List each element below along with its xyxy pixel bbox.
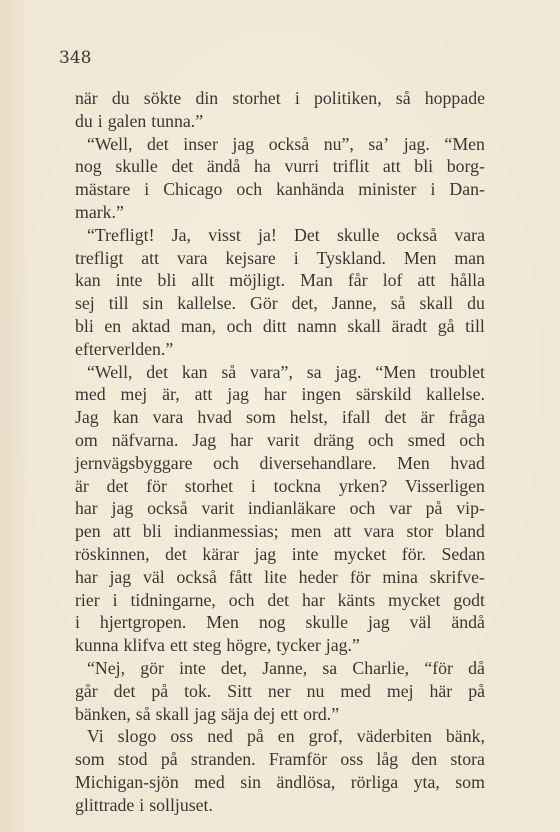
word: vurri: [284, 156, 320, 177]
word: så: [395, 88, 411, 108]
word: är,: [162, 384, 180, 405]
word: heder: [298, 566, 339, 587]
text-line: [75, 794, 485, 817]
text-line: [75, 634, 485, 657]
text-line: [75, 452, 485, 475]
word: hoppade: [424, 88, 485, 108]
word: visst: [208, 224, 241, 245]
word: mej: [386, 680, 414, 701]
word: Jag: [192, 429, 217, 450]
text-line: [75, 269, 485, 292]
text-line: [75, 429, 485, 452]
word: fått: [228, 566, 253, 587]
word: ändå: [206, 156, 241, 177]
word: det,: [220, 657, 248, 678]
word: om: [75, 429, 98, 450]
word: skall: [155, 703, 190, 724]
word: din: [195, 88, 219, 108]
word: som: [455, 771, 485, 792]
text-line: [75, 338, 485, 361]
word: och: [367, 429, 394, 450]
word: jag.: [335, 361, 362, 382]
word: vara”,: [249, 361, 293, 382]
word: lite: [264, 566, 287, 587]
word: är: [420, 407, 435, 428]
word: oss: [170, 726, 194, 747]
word: var: [389, 498, 412, 519]
word: stor: [406, 521, 434, 542]
word: jag: [232, 133, 255, 154]
text-line: [75, 87, 485, 110]
word: storhet: [232, 88, 281, 108]
word: mästare: [75, 179, 131, 200]
word: möjligt.: [229, 270, 286, 291]
word: och: [213, 452, 239, 473]
word: dej: [253, 703, 276, 724]
word: helst,: [289, 407, 328, 428]
word: det: [113, 680, 136, 701]
word: näfvarna.: [111, 429, 179, 450]
word: bänken,: [75, 703, 131, 724]
word: “för: [424, 657, 453, 678]
word: nog: [258, 612, 286, 633]
word: väl: [409, 612, 432, 633]
word: lof: [382, 270, 403, 291]
word: på: [246, 726, 264, 747]
word: sökte: [143, 88, 182, 108]
word: minister: [358, 179, 417, 200]
word: Michigan-sjön: [75, 771, 179, 792]
word: också: [396, 224, 438, 245]
word: tycker: [276, 635, 321, 656]
word: för: [146, 475, 167, 496]
text-line: [75, 247, 485, 270]
word: sej: [75, 293, 95, 314]
word: att: [194, 384, 213, 405]
word: i: [75, 612, 80, 633]
word: Tyskland.: [316, 247, 386, 268]
word: Chicago: [163, 179, 223, 200]
word: ingen: [301, 384, 342, 405]
word: ändlösa,: [276, 771, 336, 792]
word: pen: [75, 521, 101, 542]
word: särskild: [355, 384, 412, 405]
text-line: [75, 520, 485, 543]
word: troublet: [429, 361, 485, 382]
word: och: [459, 429, 485, 450]
word: och: [226, 315, 253, 336]
word: vip-: [456, 498, 485, 519]
word: Jag: [75, 407, 99, 428]
word: jag.: [403, 133, 430, 154]
word: indianmessias;: [173, 521, 279, 542]
word: yta,: [413, 771, 440, 792]
word: har: [302, 589, 325, 610]
word: skall: [419, 293, 454, 314]
word: men: [290, 521, 322, 542]
word: kallelse.: [177, 293, 237, 314]
word: låg: [376, 749, 399, 770]
word: på: [160, 749, 178, 770]
text-line: [75, 133, 485, 156]
word: triflit: [332, 156, 370, 177]
word: jag: [227, 384, 249, 405]
word: som: [246, 407, 276, 428]
word: det: [267, 589, 290, 610]
word: har: [230, 429, 253, 450]
text-line: [75, 178, 485, 201]
word: Dan-: [449, 179, 485, 200]
word: skulle: [115, 156, 158, 177]
word: till: [465, 315, 485, 336]
word: skulle: [305, 612, 348, 633]
word: ifall: [341, 407, 371, 428]
word: ner: [267, 680, 291, 701]
word: det: [165, 543, 187, 564]
word: när: [75, 88, 98, 108]
word: här: [429, 680, 453, 701]
word: ned: [207, 726, 233, 747]
word: inte: [115, 270, 143, 291]
word: man: [454, 247, 485, 268]
word: tidningarne,: [130, 589, 216, 610]
word: smed: [407, 429, 446, 450]
text-line: [75, 383, 485, 406]
word: Janne,: [262, 657, 308, 678]
word: jag: [109, 566, 132, 587]
word: kan: [75, 270, 101, 291]
word: bli: [157, 270, 177, 291]
word: har: [75, 566, 98, 587]
word: politiken,: [313, 88, 382, 108]
word: kanhända: [276, 179, 345, 200]
word: vara: [363, 521, 395, 542]
word: kärar: [202, 543, 239, 564]
word: i: [250, 475, 256, 496]
word: yrken?: [338, 475, 388, 496]
word: sa: [306, 361, 322, 382]
word: godt: [453, 589, 485, 610]
word: kan: [181, 361, 208, 382]
word: bli: [75, 315, 94, 336]
text-line: [75, 497, 485, 520]
word: vara: [176, 247, 208, 268]
word: mycket: [388, 589, 441, 610]
word: bänk,: [445, 726, 485, 747]
text-line: [75, 566, 485, 589]
word: ditt: [262, 315, 287, 336]
word: Sedan: [441, 543, 485, 564]
word: rier: [75, 589, 100, 610]
word: jag.”: [325, 635, 360, 656]
word: tunna.”: [151, 110, 204, 131]
word: efterverlden.”: [75, 338, 174, 359]
word: Men: [403, 247, 437, 268]
word: också: [268, 133, 310, 154]
word: kejsare: [225, 247, 276, 268]
word: Janne,: [331, 293, 377, 314]
word: ja!: [258, 224, 277, 245]
word: hålla: [450, 270, 485, 291]
word: hjertgropen.: [99, 612, 187, 633]
word: i: [144, 179, 150, 200]
word: på: [151, 680, 169, 701]
word: man,: [180, 315, 216, 336]
word: på: [468, 680, 485, 701]
word: diversehandlare.: [259, 452, 377, 473]
word: inser: [183, 133, 218, 154]
text-line: [75, 611, 485, 634]
text-line: [75, 155, 485, 178]
text-line: [75, 680, 485, 703]
word: sin: [142, 293, 164, 314]
word: det: [106, 475, 129, 496]
text-line: [75, 406, 485, 429]
word: högre,: [226, 635, 272, 656]
word: vara: [454, 224, 485, 245]
word: sin: [240, 771, 262, 792]
word: tockna: [273, 475, 322, 496]
word: det: [384, 407, 407, 428]
word: väderbiten: [356, 726, 432, 747]
word: det: [146, 361, 169, 382]
text-line: [75, 110, 485, 133]
word: jag: [254, 543, 277, 564]
word: går: [75, 680, 98, 701]
text-line: [75, 315, 485, 338]
word: kan: [112, 407, 139, 428]
word: en: [104, 315, 122, 336]
word: så: [221, 361, 237, 382]
word: gör: [140, 657, 164, 678]
word: i: [294, 88, 300, 108]
page-number: 348: [59, 48, 92, 68]
text-line: [75, 475, 485, 498]
word: ett: [169, 635, 188, 656]
word: Gör: [250, 293, 278, 314]
body-text: [75, 87, 485, 817]
word: skall: [347, 315, 381, 336]
word: “Trefligt!: [87, 224, 155, 245]
word: det,: [291, 293, 318, 314]
word: nog: [75, 156, 102, 177]
word: sa: [322, 657, 338, 678]
word: den: [411, 749, 438, 770]
word: dräng: [313, 429, 354, 450]
word: Sitt: [227, 680, 252, 701]
word: för: [349, 566, 371, 587]
word: Men: [206, 612, 239, 633]
word: att: [112, 521, 131, 542]
word: med: [75, 384, 106, 405]
word: galen: [107, 110, 147, 131]
text-line: [75, 771, 485, 794]
word: inte: [179, 657, 206, 678]
word: varit: [201, 498, 235, 519]
word: mina: [382, 566, 418, 587]
word: oss: [340, 749, 364, 770]
word: storhet: [184, 475, 234, 496]
word: skrifve-: [429, 566, 485, 587]
word: och: [236, 179, 263, 200]
word: steg: [192, 635, 222, 656]
word: “Well,: [87, 361, 133, 382]
word: ha: [254, 156, 271, 177]
word: stora: [450, 749, 485, 770]
word: väl: [142, 566, 165, 587]
word: grof,: [308, 726, 343, 747]
word: Visserligen: [405, 475, 485, 496]
word: stranden.: [190, 749, 256, 770]
word: som: [75, 749, 105, 770]
word: kallelse.: [426, 384, 485, 405]
word: jag: [111, 498, 134, 519]
word: hvad: [197, 407, 232, 428]
word: i: [430, 179, 436, 200]
word: till: [108, 293, 129, 314]
word: mej: [120, 384, 148, 405]
text-line: [75, 201, 485, 224]
word: gå: [437, 315, 455, 336]
text-line: [75, 224, 485, 247]
word: trefligt: [75, 247, 124, 268]
word: Men: [397, 452, 430, 473]
text-line: [75, 361, 485, 384]
word: och: [228, 589, 255, 610]
word: i: [97, 110, 103, 131]
word: “Nej,: [87, 657, 126, 678]
word: säja: [220, 703, 249, 724]
word: så: [390, 293, 406, 314]
word: med: [340, 680, 371, 701]
word: i: [293, 247, 299, 268]
word: du: [467, 293, 485, 314]
word: stod: [117, 749, 148, 770]
word: att: [333, 521, 352, 542]
word: du: [111, 88, 130, 108]
word: också: [147, 498, 188, 519]
word: på: [425, 498, 443, 519]
word: klifva: [123, 635, 165, 656]
word: Man: [300, 270, 333, 291]
word: rörliga: [350, 771, 399, 792]
word: skulle: [336, 224, 380, 245]
word: slogo: [117, 726, 157, 747]
word: borg-: [446, 156, 485, 177]
text-line: [75, 589, 485, 612]
word: och: [349, 498, 376, 519]
word: varit: [266, 429, 300, 450]
word: äradt: [391, 315, 428, 336]
word: har: [75, 498, 98, 519]
word: har: [263, 384, 287, 405]
word: ord.”: [303, 703, 340, 724]
word: hvad: [450, 452, 485, 473]
word: Ja,: [171, 224, 191, 245]
word: ändå: [451, 612, 485, 633]
word: sa’: [368, 133, 390, 154]
text-line: [75, 703, 485, 726]
word: du: [75, 110, 93, 131]
word: jag: [367, 612, 390, 633]
word: i: [139, 794, 145, 815]
word: “Men: [375, 361, 416, 382]
word: bland: [445, 521, 485, 542]
word: det: [171, 156, 194, 177]
word: namn: [297, 315, 337, 336]
word: i: [112, 589, 118, 610]
word: mark.”: [75, 201, 124, 222]
word: jag: [194, 703, 216, 724]
word: mycket: [333, 543, 387, 564]
word: ett: [280, 703, 299, 724]
text-line: [75, 748, 485, 771]
word: Framför: [268, 749, 328, 770]
word: fråga: [448, 407, 485, 428]
word: bli: [414, 156, 434, 177]
text-line: [75, 725, 485, 748]
word: nu”,: [323, 133, 354, 154]
word: inte: [291, 543, 319, 564]
word: solljuset.: [149, 794, 213, 815]
word: “Men: [444, 133, 485, 154]
word: nu: [306, 680, 325, 701]
word: en: [277, 726, 295, 747]
word: röskinnen,: [75, 543, 150, 564]
word: är: [75, 475, 89, 496]
word: att: [382, 156, 401, 177]
word: vara: [152, 407, 184, 428]
word: känts: [337, 589, 376, 610]
word: tok.: [184, 680, 212, 701]
word: Charlie,: [352, 657, 410, 678]
word: att: [141, 247, 160, 268]
word: glittrade: [75, 794, 135, 815]
word: bli: [142, 521, 162, 542]
text-line: [75, 657, 485, 680]
word: kunna: [75, 635, 119, 656]
word: “Well,: [87, 133, 133, 154]
word: får: [347, 270, 368, 291]
text-line: [75, 543, 485, 566]
word: med: [194, 771, 225, 792]
word: det: [147, 133, 169, 154]
word: så: [135, 703, 151, 724]
word: då: [468, 657, 485, 678]
word: att: [417, 270, 436, 291]
word: allt: [191, 270, 215, 291]
text-line: [75, 292, 485, 315]
word: aktad: [131, 315, 171, 336]
word: jernvägsbyggare: [75, 452, 193, 473]
word: indianläkare: [247, 498, 336, 519]
word: också: [176, 566, 217, 587]
word: Det: [294, 224, 320, 245]
word: Vi: [87, 726, 104, 747]
word: för.: [401, 543, 426, 564]
